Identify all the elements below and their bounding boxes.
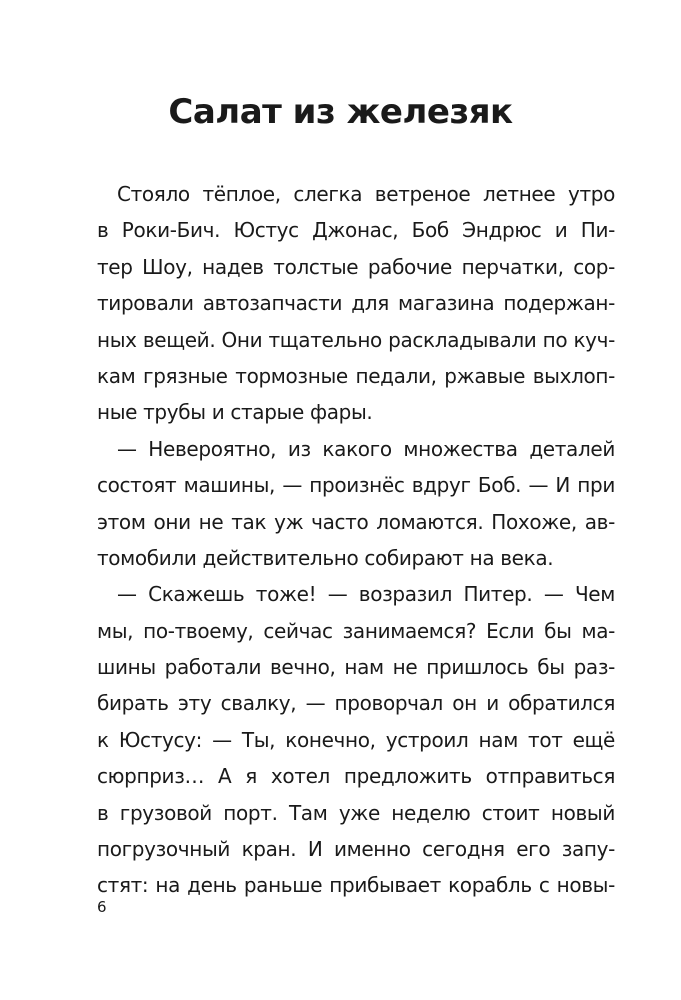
text-line: ные трубы и старые фары. xyxy=(97,400,373,425)
text-line: сюрприз… А я хотел предложить отправиться xyxy=(97,764,615,789)
text-line: погрузочный кран. И именно сегодня его запу- xyxy=(97,837,615,862)
text-line: тировали автозапчасти для магазина подержан- xyxy=(97,291,615,316)
text-line: стят: на день раньше прибывает корабль с новы- xyxy=(97,873,615,898)
text-line: к Юстусу: — Ты, конечно, устроил нам тот ещё xyxy=(97,727,615,752)
text-line: кам грязные тормозные педали, ржавые выхлоп- xyxy=(97,363,615,388)
text-line: — Невероятно, из какого множества деталей xyxy=(117,436,615,461)
text-line: томобили действительно собирают на века. xyxy=(97,545,554,570)
text-line: этом они не так уж часто ломаются. Похоже, ав- xyxy=(97,509,615,534)
text-line: шины работали вечно, нам не пришлось бы раз- xyxy=(97,655,615,680)
chapter-title: Салат из железяк xyxy=(168,92,513,132)
text-line: в грузовой порт. Там уже неделю стоит новый xyxy=(97,800,615,825)
text-line: тер Шоу, надев толстые рабочие перчатки, сор- xyxy=(97,254,615,279)
text-line: мы, по-твоему, сейчас занимаемся? Если бы ма- xyxy=(97,618,615,643)
text-line: Стояло тёплое, слегка ветреное летнее утро xyxy=(117,182,615,206)
page-number: 6 xyxy=(97,898,107,916)
text-line: в Роки-Бич. Юстус Джонас, Боб Эндрюс и Пи- xyxy=(97,218,615,243)
text-line: состоят машины, — произнёс вдруг Боб. — И при xyxy=(97,473,615,498)
text-line: ных вещей. Они тщательно раскладывали по куч- xyxy=(97,327,615,352)
text-line: — Скажешь тоже! — возразил Питер. — Чем xyxy=(117,582,615,607)
chapter-body xyxy=(97,176,615,904)
text-line: бирать эту свалку, — проворчал он и обратился xyxy=(97,691,615,716)
